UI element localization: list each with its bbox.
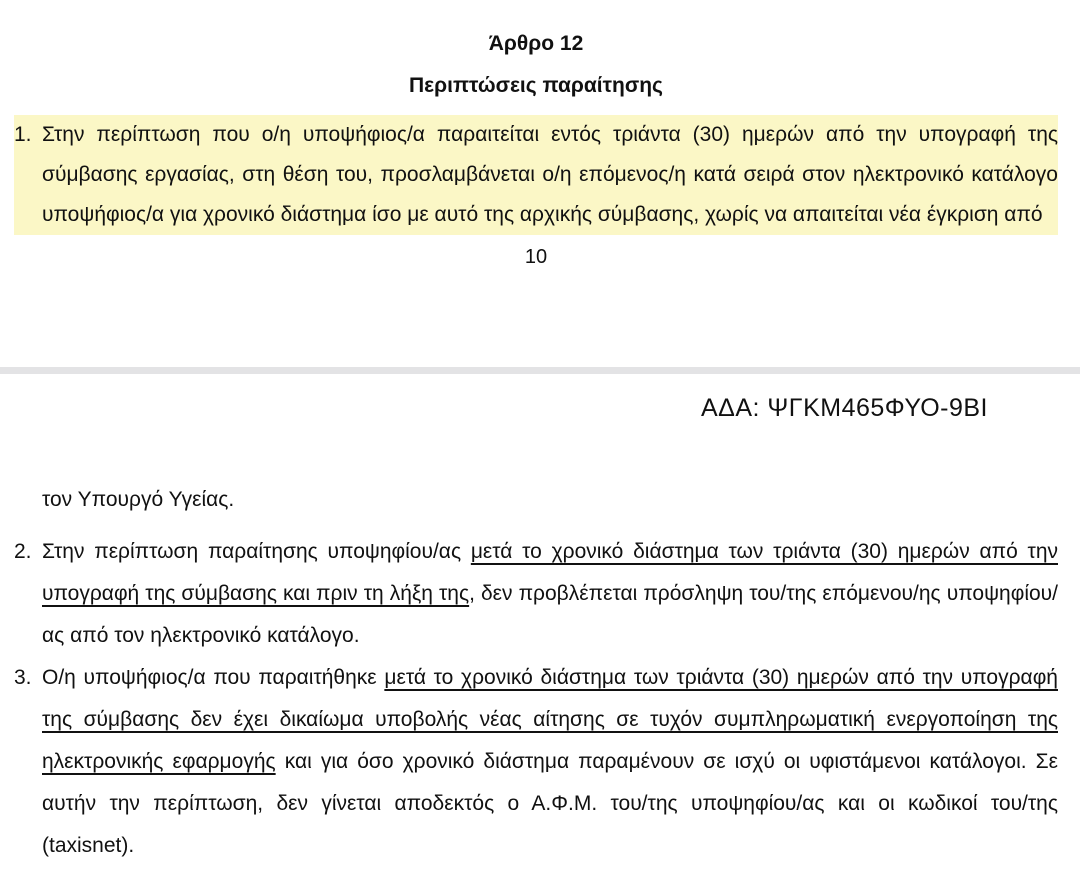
list-item-2 — [14, 531, 1058, 657]
document-page-2 — [0, 374, 1080, 867]
item-1-continuation-text: τον Υπουργό Υγείας. — [42, 488, 235, 511]
item-1-number: 1. — [14, 123, 32, 146]
item-2-text-underlined: μετά το χρονικό διάστημα των τριάντα (30) ημερών από την υπογραφή της σύμβασης και πριν τη λήξη της — [42, 540, 1058, 605]
ada-code: ΑΔΑ: ΨΓΚΜ465ΦΥΟ-9ΒΙ — [700, 394, 988, 422]
item-2-text-before: Στην περίπτωση παραίτησης υποψηφίου/ας — [42, 540, 471, 563]
item-2-number: 2. — [14, 540, 32, 563]
document-page-1 — [0, 0, 1080, 271]
page-break-divider — [0, 367, 1080, 374]
item-3-text-underlined: μετά το χρονικό διάστημα των τριάντα (30) ημερών από την υπογραφή της σύμβασης δεν έχει δικαίωμα υποβολής νέας αίτησης σε τυχόν συμπληρωματική ενεργοποίηση της ηλεκτρονικής εφαρμογής — [42, 666, 1058, 773]
item-3-text-before: Ο/η υποψήφιος/α που παραιτήθηκε — [42, 666, 385, 689]
page-2-body — [14, 479, 1058, 867]
list-item-1-highlighted — [14, 115, 1058, 235]
list-item-3 — [14, 657, 1058, 867]
item-3-number: 3. — [14, 666, 32, 689]
item-3-text-after: και για όσο χρονικό διάστημα παραμένουν σε ισχύ οι υφιστάμενοι κατάλογοι. Σε αυτήν την περίπτωση, δεν γίνεται αποδεκτός ο Α.Φ.Μ. του/της υποψηφίου/ας και οι κωδικοί του/της (taxisnet). — [42, 750, 1059, 857]
article-subtitle: Περιπτώσεις παραίτησης — [409, 74, 663, 97]
article-title: Άρθρο 12 — [488, 32, 584, 55]
item-1-text: Στην περίπτωση που ο/η υποψήφιος/α παραιτείται εντός τριάντα (30) ημερών από την υπογραφή της σύμβασης εργασίας, στη θέση του, προσλαμβάνεται ο/η επόμενος/η κατά σειρά στον ηλεκτρονικό κατάλογο υποψήφιος/α για χρονικό διάστημα ίσο με αυτό της αρχικής σύμβασης, χωρίς να απαιτείται νέα έγκριση από — [42, 123, 1058, 226]
item-2-text-after: , δεν προβλέπεται πρόσληψη του/της επόμενου/ης υποψηφίου/ας από τον ηλεκτρονικό κατάλογο. — [42, 582, 1058, 647]
page-number: 10 — [524, 246, 548, 268]
